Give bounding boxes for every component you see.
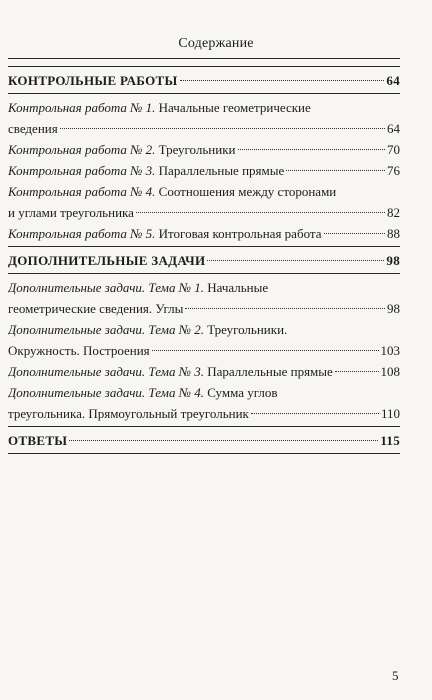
entry-prefix: Контрольная работа № 4. xyxy=(8,184,156,199)
entry-title: Итоговая контрольная работа xyxy=(158,226,322,241)
dot-leader xyxy=(335,371,379,372)
entry-title-cont: сведения xyxy=(8,121,58,136)
entry-prefix: Контрольная работа № 5. xyxy=(8,226,156,241)
toc-entry-continued[interactable] xyxy=(8,118,400,139)
entry-title: Параллельные прямые xyxy=(207,364,333,379)
page-title: Содержание xyxy=(178,36,254,51)
entry-title: Треугольники. xyxy=(207,322,288,337)
page-ref: 115 xyxy=(380,433,400,448)
page-ref: 70 xyxy=(387,142,400,157)
entry-title: Сумма углов xyxy=(207,385,278,400)
section-divider xyxy=(8,426,400,427)
page-ref: 98 xyxy=(387,301,400,316)
page-ref: 88 xyxy=(387,226,400,241)
entry-title-cont: геометрические сведения. Углы xyxy=(8,301,184,316)
toc-section-answers[interactable] xyxy=(8,430,400,451)
dot-leader xyxy=(251,413,379,414)
toc-entry-continued[interactable] xyxy=(8,298,400,319)
toc-entry-continued[interactable] xyxy=(8,340,400,361)
toc-entry[interactable] xyxy=(8,97,400,118)
section-divider xyxy=(8,246,400,247)
toc-section-extra[interactable] xyxy=(8,250,400,271)
entry-title: Начальные xyxy=(207,280,269,295)
entry-prefix: Контрольная работа № 2. xyxy=(8,142,156,157)
page-ref: 103 xyxy=(380,343,400,358)
entry-title-cont: Окружность. Построения xyxy=(8,343,150,358)
entry-prefix: Дополнительные задачи. Тема № 3. xyxy=(8,364,204,379)
page-ref: 110 xyxy=(380,406,400,421)
toc-entry[interactable] xyxy=(8,277,400,298)
entry-title-cont: треугольника. Прямоугольный треугольник xyxy=(8,406,249,421)
toc-entry[interactable] xyxy=(8,223,400,244)
page-number: 5 xyxy=(392,668,399,683)
toc-entry[interactable] xyxy=(8,382,400,403)
section-divider xyxy=(8,93,400,94)
dot-leader xyxy=(180,80,385,81)
toc-entry-continued[interactable] xyxy=(8,202,400,223)
dot-leader xyxy=(185,308,385,309)
section-title: ОТВЕТЫ xyxy=(8,433,68,448)
entry-prefix: Контрольная работа № 1. xyxy=(8,100,156,115)
page-ref: 98 xyxy=(386,253,400,268)
section-divider xyxy=(8,453,400,454)
page-ref: 64 xyxy=(386,73,400,88)
dot-leader xyxy=(207,260,384,261)
dot-leader xyxy=(324,233,385,234)
entry-prefix: Дополнительные задачи. Тема № 4. xyxy=(8,385,204,400)
page-ref: 76 xyxy=(387,163,400,178)
dot-leader xyxy=(69,440,378,441)
toc-entry[interactable] xyxy=(8,139,400,160)
toc-section-tests[interactable] xyxy=(8,70,400,91)
section-divider xyxy=(8,273,400,274)
toc-entry-continued[interactable] xyxy=(8,403,400,424)
entry-prefix: Контрольная работа № 3. xyxy=(8,163,156,178)
section-title: КОНТРОЛЬНЫЕ РАБОТЫ xyxy=(8,73,178,88)
entry-title: Треугольники xyxy=(158,142,236,157)
dot-leader xyxy=(60,128,385,129)
page-ref: 64 xyxy=(387,121,400,136)
toc-entry[interactable] xyxy=(8,361,400,382)
entry-title: Параллельные прямые xyxy=(158,163,285,178)
header-divider xyxy=(8,58,400,59)
page-ref: 82 xyxy=(387,205,400,220)
entry-title-cont: и углами треугольника xyxy=(8,205,134,220)
dot-leader xyxy=(152,350,379,351)
section-title: ДОПОЛНИТЕЛЬНЫЕ ЗАДАЧИ xyxy=(8,253,206,268)
page-ref: 108 xyxy=(380,364,400,379)
table-of-contents xyxy=(8,64,400,457)
entry-prefix: Дополнительные задачи. Тема № 1. xyxy=(8,280,204,295)
dot-leader xyxy=(286,170,385,171)
entry-prefix: Дополнительные задачи. Тема № 2. xyxy=(8,322,204,337)
section-divider xyxy=(8,66,400,67)
dot-leader xyxy=(238,149,386,150)
dot-leader xyxy=(136,212,385,213)
toc-entry[interactable] xyxy=(8,160,400,181)
toc-entry[interactable] xyxy=(8,319,400,340)
entry-title: Начальные геометрические xyxy=(158,100,311,115)
entry-title: Соотношения между сторонами xyxy=(158,184,337,199)
toc-entry[interactable] xyxy=(8,181,400,202)
